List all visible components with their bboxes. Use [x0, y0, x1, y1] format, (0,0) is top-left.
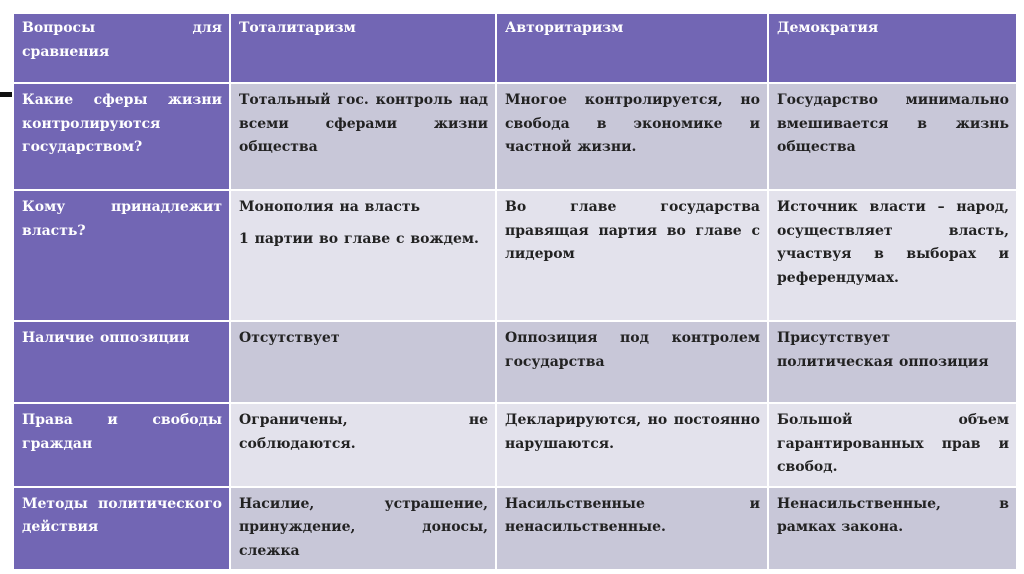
totalitarianism-cell [230, 190, 496, 321]
authoritarianism-cell: Многое контролируется, но свобода в экономике и частной жизни. [496, 83, 768, 190]
democracy-cell: Ненасильственные, в рамках закона. [768, 487, 1017, 571]
header-questions: Вопросы для сравнения [13, 13, 230, 83]
democracy-cell: Большой объем гарантированных прав и свобод. [768, 403, 1017, 487]
democracy-cell: Государство минимально вмешивается в жизнь общества [768, 83, 1017, 190]
authoritarianism-cell: Во главе государства правящая партия во главе с лидером [496, 190, 768, 321]
authoritarianism-cell: Декларируются, но постоянно нарушаются. [496, 403, 768, 487]
totalitarianism-cell [230, 403, 496, 487]
question-cell: Наличие оппозиции [13, 321, 230, 403]
row-spheres [13, 83, 1017, 190]
row-power [13, 190, 1017, 321]
democracy-cell: Источник власти – народ, осуществляет власть, участвуя в выборах и референдумах. [768, 190, 1017, 321]
totalitarianism-cell [230, 487, 496, 571]
cell-text: 1 партии во главе с вождем. [239, 230, 479, 247]
comparison-table [12, 12, 1018, 571]
cell-text: Монополия на власть [239, 199, 421, 215]
question-cell: Какие сферы жизни контролируются государством? [13, 83, 230, 190]
cell-text: Отсутствует [239, 330, 340, 346]
header-democracy: Демократия [768, 13, 1017, 83]
row-opposition [13, 321, 1017, 403]
header-authoritarianism: Авторитаризм [496, 13, 768, 83]
democracy-cell: Присутствует политическая оппозиция [768, 321, 1017, 403]
cell-text: Ограничены, не соблюдаются. [239, 412, 488, 452]
question-cell: Методы политического действия [13, 487, 230, 571]
slide-marker [0, 92, 12, 97]
header-row [13, 13, 1017, 83]
cell-text: Насилие, устрашение, принуждение, доносы, слежка [239, 495, 488, 559]
row-methods [13, 487, 1017, 571]
authoritarianism-cell: Оппозиция под контролем государства [496, 321, 768, 403]
totalitarianism-cell [230, 83, 496, 190]
question-cell: Кому принадлежит власть? [13, 190, 230, 321]
cell-text: Тотальный гос. контроль над всеми сферами жизни общества [239, 92, 488, 155]
row-rights [13, 403, 1017, 487]
authoritarianism-cell: Насильственные и ненасильственные. [496, 487, 768, 571]
header-totalitarianism: Тоталитаризм [230, 13, 496, 83]
totalitarianism-cell [230, 321, 496, 403]
question-cell: Права и свободы граждан [13, 403, 230, 487]
